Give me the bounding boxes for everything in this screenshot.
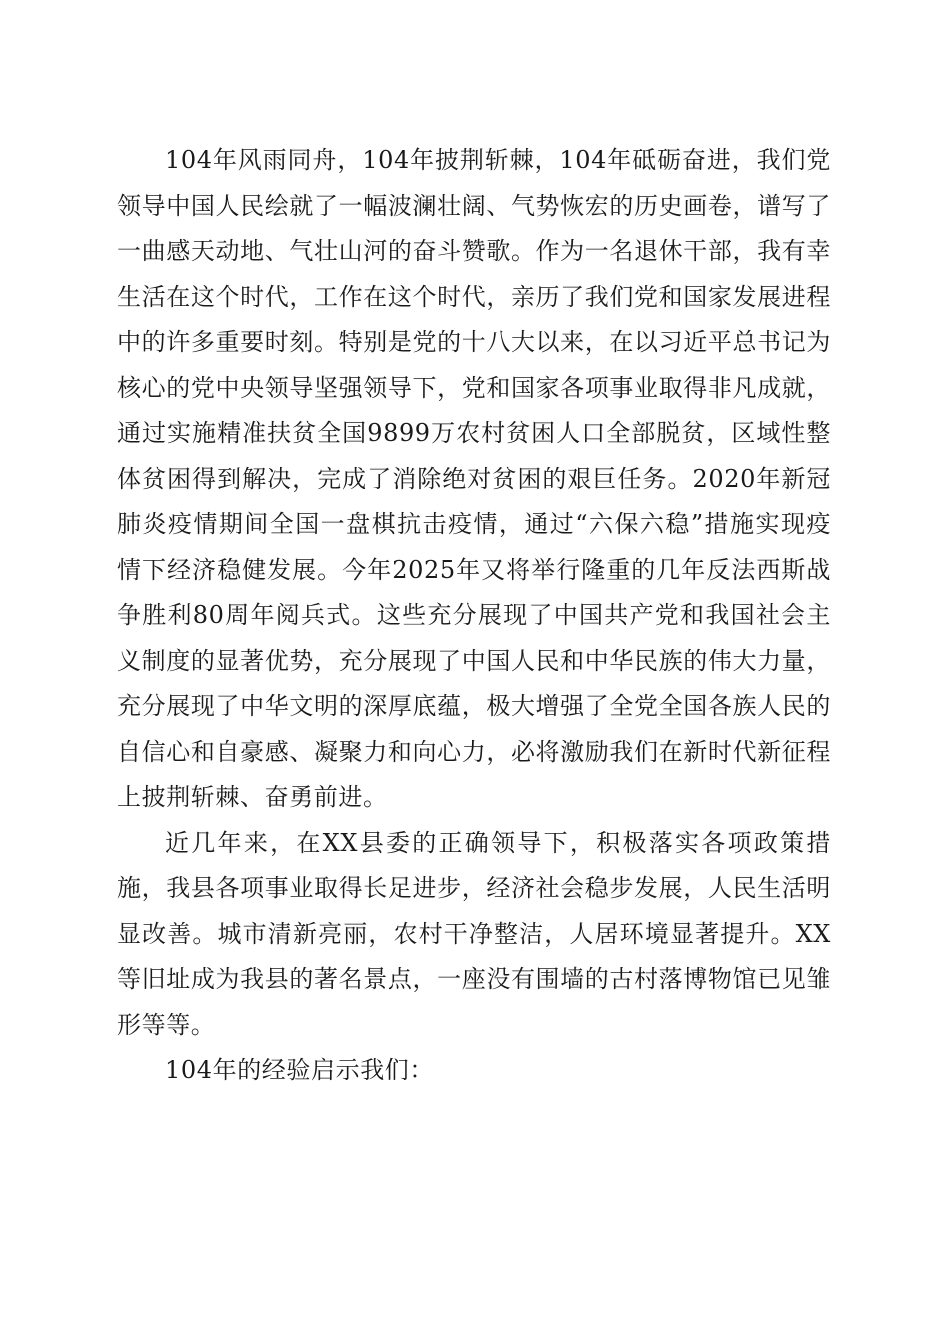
paragraph-county-development: 近几年来，在XX县委的正确领导下，积极落实各项政策措施，我县各项事业取得长足进步，经济社会稳步发展，人民生活明显改善。城市清新亮丽，农村干净整洁，人居环境显著提升。XX等旧址成为我县的著名景点，一座没有围墙的古村落博物馆已见雏形等等。 [117,828,831,1039]
document-body [117,138,831,1094]
paragraph-history: 104年风雨同舟，104年披荆斩棘，104年砥砺奋进，我们党领导中国人民绘就了一幅波澜壮阔、气势恢宏的历史画卷，谱写了一曲感天动地、气壮山河的奋斗赞歌。作为一名退休干部，我有幸生活在这个时代，工作在这个时代，亲历了我们党和国家发展进程中的许多重要时刻。特别是党的十八大以来，在以习近平总书记为核心的党中央领导坚强领导下，党和国家各项事业取得非凡成就，通过实施精准扶贫全国9899万农村贫困人口全部脱贫，区域性整体贫困得到解决，完成了消除绝对贫困的艰巨任务。2020年新冠肺炎疫情期间全国一盘棋抗击疫情，通过“六保六稳”措施实现疫情下经济稳健发展。今年2025年又将举行隆重的几年反法西斯战争胜利80周年阅兵式。这些充分展现了中国共产党和我国社会主义制度的显著优势，充分展现了中国人民和中华民族的伟大力量，充分展现了中华文明的深厚底蕴，极大增强了全党全国各族人民的自信心和自豪感、凝聚力和向心力，必将激励我们在新时代新征程上披荆斩棘、奋勇前进。 [117,146,831,811]
paragraph-lessons-intro: 104年的经验启示我们： [165,1056,435,1084]
